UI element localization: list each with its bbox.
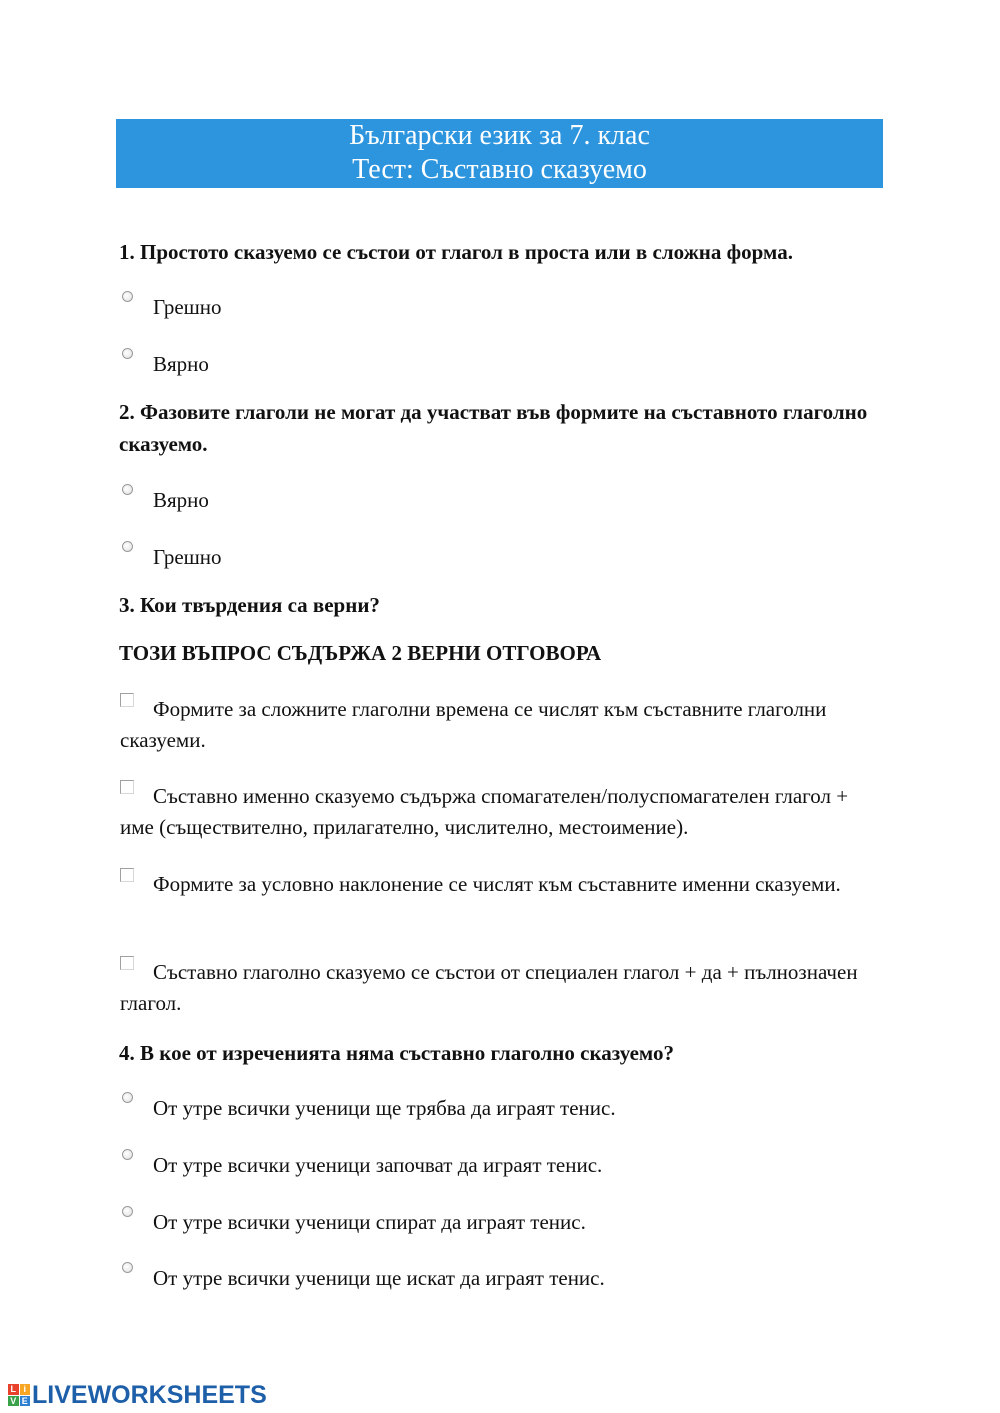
question-3-option-1: Формите за сложните глаголни времена се числят към съставните глаголни сказуеми.: [120, 697, 827, 752]
question-2-option-1: Вярно: [153, 488, 209, 512]
test-title: Тест: Съставно сказуемо: [352, 154, 647, 185]
question-3-text: 3. Кои твърдения са верни?: [119, 593, 380, 617]
title-banner: [116, 119, 883, 188]
question-1-option-2: Вярно: [153, 352, 209, 376]
question-3-option-2: Съставно именно сказуемо съдържа спомагателен/полуспомагателен глагол + име (съществително, прилагателно, числително, местоимение).: [120, 784, 849, 839]
question-4-option-3: От утре всички ученици спират да играят тенис.: [153, 1210, 586, 1234]
logo-mark-cell: E: [20, 1396, 31, 1407]
question-1-text: 1. Простото сказуемо се състои от глагол в проста или в сложна форма.: [119, 240, 793, 264]
question-4-option-2: От утре всички ученици започват да играят тенис.: [153, 1153, 603, 1177]
question-4-text: 4. В кое от изреченията няма съставно глаголно сказуемо?: [119, 1041, 674, 1065]
question-4-option-4: От утре всички ученици ще искат да играят тенис.: [153, 1266, 605, 1290]
question-4-option-1: От утре всички ученици ще трябва да играят тенис.: [153, 1096, 616, 1120]
subject-title: Български език за 7. клас: [349, 120, 650, 151]
logo-mark-cell: i: [20, 1384, 31, 1395]
logo-mark-icon: [8, 1384, 30, 1406]
question-2-option-2: Грешно: [153, 545, 222, 569]
brand-name: LIVEWORKSHEETS: [32, 1380, 267, 1409]
question-1-option-1: Грешно: [153, 295, 222, 319]
question-2-text: 2. Фазовите глаголи не могат да участват във формите на съставното глаголно сказуемо.: [119, 400, 868, 456]
logo-mark-cell: V: [8, 1396, 19, 1407]
question-3-option-3: Формите за условно наклонение се числят към съставните именни сказуеми.: [153, 872, 841, 896]
question-3-option-4: Съставно глаголно сказуемо се състои от специален глагол + да + пълнозначен глагол.: [120, 960, 858, 1015]
liveworksheets-logo: [8, 1380, 267, 1410]
logo-mark-cell: L: [8, 1384, 19, 1395]
question-3-note: ТОЗИ ВЪПРОС СЪДЪРЖА 2 ВЕРНИ ОТГОВОРА: [119, 641, 602, 665]
